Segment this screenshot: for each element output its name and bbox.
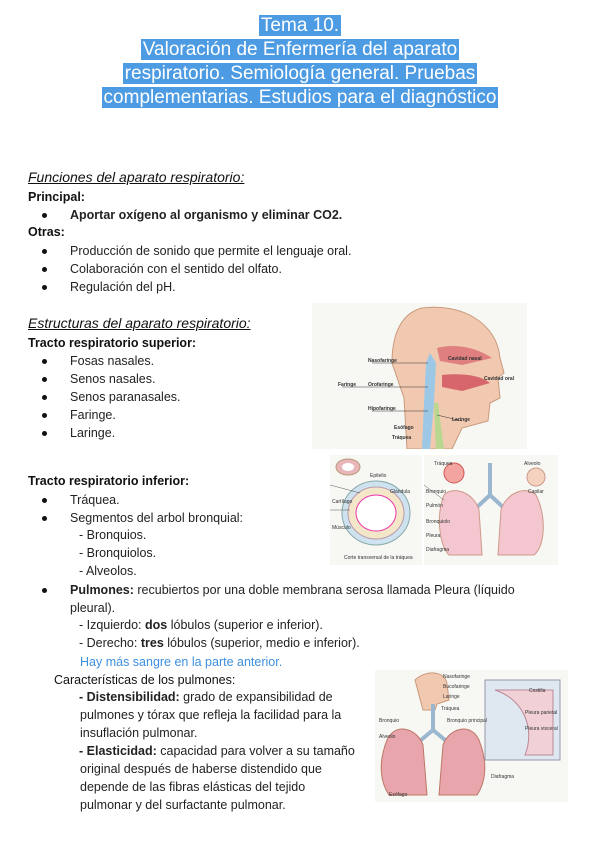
- sub-item-derecho: [79, 636, 360, 650]
- bullet: [42, 249, 47, 254]
- label-head: Esófago: [394, 425, 414, 431]
- label-lungs-bottom: Esófago: [389, 792, 408, 798]
- label-lungs-top: Alveolo: [524, 461, 541, 467]
- label-head: Nasofaringe: [368, 358, 397, 364]
- label-otras: Otras:: [28, 225, 65, 239]
- note-blood: Hay más sangre en la parte anterior.: [80, 655, 283, 669]
- label-lungs-bottom: Bronquio principal: [447, 718, 488, 724]
- list-item-superior-5: Laringe.: [70, 426, 116, 440]
- label-lungs-bottom: Diafragma: [491, 774, 515, 780]
- list-item-superior-2: Senos nasales.: [70, 372, 156, 386]
- dist-text-1: grado de expansibilidad de: [179, 690, 333, 704]
- label-lungs-bottom: Pleura visceral: [525, 726, 558, 732]
- bullet: [42, 431, 47, 436]
- label-lungs-top: Capilar: [528, 489, 544, 495]
- label-ring: Músculo: [332, 525, 351, 531]
- title-line-2: Valoración de Enfermería del aparato: [142, 39, 458, 60]
- bullet: [42, 267, 47, 272]
- title-line-3: respiratorio. Semiología general. Pruebas: [124, 63, 476, 84]
- sub-item-alveolos: - Alveolos.: [79, 564, 137, 578]
- dist-bold: - Distensibilidad:: [79, 690, 180, 704]
- pulmones-label: Pulmones:: [70, 583, 134, 597]
- label-lungs-bottom: Alveolo: [379, 734, 396, 740]
- bullet: [42, 213, 47, 218]
- list-item-superior-3: Senos paranasales.: [70, 390, 181, 404]
- list-item-otras-1: Producción de sonido que permite el lenguaje oral.: [70, 244, 352, 258]
- elas-line-3: depende de las fibras elásticas del tejido: [80, 780, 306, 794]
- label-ring: Glándula: [390, 489, 411, 495]
- figure-lungs-pleura: [375, 670, 568, 802]
- figure-upper-tract: [312, 303, 527, 449]
- elas-line-2: original después de haberse distendido que: [80, 762, 322, 776]
- title-line-4: complementarias. Estudios para el diagnóstico: [103, 87, 497, 108]
- der-bold: tres: [140, 636, 164, 650]
- list-item-traquea: Tráquea.: [70, 493, 120, 507]
- bullet: [42, 588, 47, 593]
- label-head: Tráquea: [392, 435, 412, 441]
- list-item-segmentos: Segmentos del arbol bronquial:: [70, 511, 244, 525]
- trachea-ring-illustration: [330, 455, 422, 565]
- der-rest: lóbulos (superior, medio e inferior).: [163, 636, 360, 650]
- bullet: [42, 413, 47, 418]
- section-heading-funciones: Funciones del aparato respiratorio:: [28, 169, 245, 185]
- label-lungs-bottom: Tráquea: [441, 706, 460, 712]
- label-lungs-bottom: Bronquio: [379, 718, 400, 724]
- label-lungs-top: Diafragma: [426, 547, 450, 553]
- sub-item-bronquios: - Bronquios.: [79, 528, 147, 542]
- elas-text-1: capacidad para volver a su tamaño: [156, 744, 355, 758]
- title-line-1: Tema 10.: [260, 15, 340, 36]
- izq-prefix: - Izquierdo:: [79, 618, 146, 632]
- label-lungs-top: Pleura: [426, 533, 441, 539]
- label-tracto-inferior: Tracto respiratorio inferior:: [28, 474, 190, 488]
- label-head: Faringe: [338, 382, 357, 388]
- list-item-otras-3: Regulación del pH.: [70, 280, 176, 294]
- label-head: Hipofaringe: [368, 406, 396, 412]
- dist-line-1: [79, 690, 333, 704]
- label-lungs-bottom: Nasofaringe: [443, 674, 470, 680]
- label-head: Orofaringe: [368, 382, 394, 388]
- dist-line-2: pulmones y tórax que refleja la facilidad para la: [80, 708, 342, 722]
- label-tracto-superior: Tracto respiratorio superior:: [28, 336, 197, 350]
- list-item-principal: Aportar oxígeno al organismo y eliminar CO2.: [70, 208, 343, 222]
- dist-line-3: insuflación pulmonar.: [80, 726, 198, 740]
- elas-line-4: pulmonar y del surfactante pulmonar.: [80, 798, 286, 812]
- bullet: [42, 516, 47, 521]
- bullet: [42, 395, 47, 400]
- der-prefix: - Derecho:: [79, 636, 141, 650]
- elas-line-1: [79, 744, 355, 758]
- document-title: [0, 14, 600, 110]
- label-caracteristicas: Características de los pulmones:: [54, 673, 236, 687]
- list-item-otras-2: Colaboración con el sentido del olfato.: [70, 262, 282, 276]
- label-head: Laringe: [452, 417, 471, 423]
- bullet: [42, 377, 47, 382]
- label-principal: Principal:: [28, 190, 85, 204]
- label-lungs-top: Tráquea: [434, 461, 453, 467]
- list-item-superior-4: Faringe.: [70, 408, 116, 422]
- label-lungs-bottom: Costilla: [529, 688, 546, 694]
- label-lungs-top: Pulmón: [426, 503, 443, 509]
- sub-item-bronquiolos: - Bronquiolos.: [79, 546, 157, 560]
- figure-bronchial-tree: [424, 455, 558, 565]
- pulmones-text-1: recubiertos por una doble membrana serosa llamada Pleura (líquido: [133, 583, 515, 597]
- section-heading-estructuras: Estructuras del aparato respiratorio:: [28, 315, 251, 331]
- label-ring: Epitelio: [370, 473, 387, 479]
- list-item-pulmones: [70, 582, 570, 598]
- label-lungs-bottom: Pleura parietal: [525, 710, 558, 716]
- izq-rest: lóbulos (superior e inferior).: [167, 618, 323, 632]
- label-lungs-top: Bronquiolo: [426, 519, 450, 525]
- label-head: Cavidad nasal: [448, 356, 482, 362]
- elas-bold: - Elasticidad:: [79, 744, 157, 758]
- pulmones-text-2: pleural).: [70, 601, 116, 615]
- bullet: [42, 359, 47, 364]
- list-item-superior-1: Fosas nasales.: [70, 354, 155, 368]
- izq-bold: dos: [145, 618, 168, 632]
- label-lungs-bottom: Laringe: [443, 694, 460, 700]
- sub-item-izquierdo: [79, 618, 323, 632]
- figure-trachea-section: [330, 455, 422, 565]
- bullet: [42, 498, 47, 503]
- label-lungs-top: Bronquio: [426, 489, 447, 495]
- label-ring: Cartílago: [332, 499, 353, 505]
- label-head: Cavidad oral: [484, 376, 515, 382]
- ring-caption: Corte transversal de la tráquea: [344, 555, 413, 561]
- label-lungs-bottom: Bucofaringe: [443, 684, 470, 690]
- bullet: [42, 285, 47, 290]
